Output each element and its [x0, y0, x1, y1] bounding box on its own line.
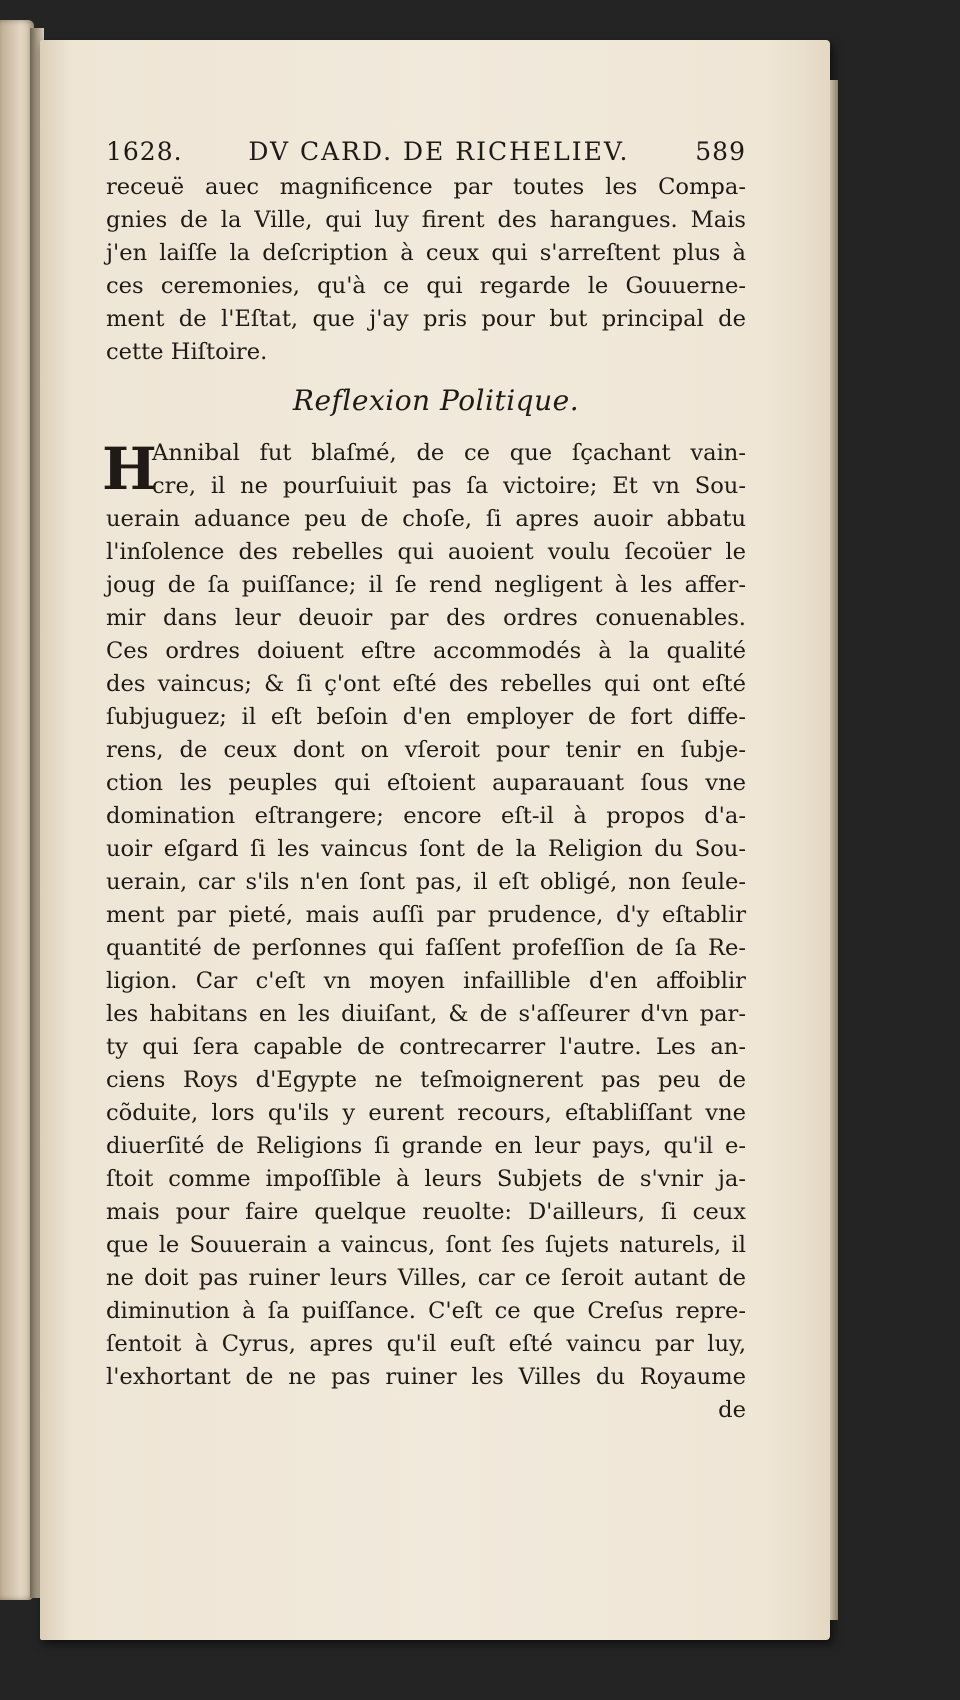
text-line: ſtoit comme impoſſible à leurs Subjets de s'vnir ja- — [106, 1166, 746, 1192]
text-line: des vaincus; & ſi ç'ont eſté des rebelles qui ont eſté — [106, 671, 746, 697]
text-line: ction les peuples qui eſtoient auparauant ſous vne — [106, 770, 746, 796]
text-line: rens, de ceux dont on vſeroit pour tenir en ſubje- — [106, 737, 746, 763]
text-line: diminution à ſa puiſſance. C'eſt ce que Creſus repre- — [106, 1298, 746, 1324]
text-line: uerain, car s'ils n'en ſont pas, il eſt obligé, non ſeule- — [106, 869, 746, 895]
running-head-title: DV CARD. DE RICHELIEV. — [248, 137, 630, 166]
text-line: ment par pieté, mais auſſi par prudence, d'y eſtablir — [106, 902, 746, 928]
text-line: receuë auec magnificence par toutes les Compa- — [106, 174, 746, 200]
page-number: 589 — [695, 137, 746, 166]
text-line: mir dans leur deuoir par des ordres conuenables. — [106, 605, 746, 631]
running-head-year: 1628. — [106, 137, 183, 166]
paragraph-reflexion — [102, 435, 746, 1394]
text-line: Ces ordres doiuent eſtre accommodés à la qualité — [106, 638, 746, 664]
page-content — [102, 137, 746, 1427]
text-line: uerain aduance peu de choſe, ſi apres auoir abbatu — [106, 506, 746, 532]
paragraph-continued — [106, 171, 746, 369]
text-line: ment de l'Eſtat, que j'ay pris pour but principal de — [106, 306, 746, 332]
facing-page-edge — [0, 20, 34, 1600]
drop-cap: H — [102, 435, 157, 503]
text-line: ces ceremonies, qu'à ce qui regarde le Gouuerne- — [106, 273, 746, 299]
text-line: l'inſolence des rebelles qui auoient voulu ſecoüer le — [106, 539, 746, 565]
text-line: uoir eſgard ſi les vaincus ſont de la Religion du Sou- — [106, 836, 746, 862]
text-line: mais pour faire quelque reuolte: D'ailleurs, ſi ceux — [106, 1199, 746, 1225]
text-line: ty qui ſera capable de contrecarrer l'autre. Les an- — [106, 1034, 746, 1060]
text-line: ligion. Car c'eſt vn moyen infaillible d'en affoiblir — [106, 968, 746, 994]
section-heading: Reflexion Politique. — [292, 384, 580, 417]
text-line: ſentoit à Cyrus, apres qu'il euſt eſté vaincu par luy, — [106, 1331, 746, 1357]
text-line: l'exhortant de ne pas ruiner les Villes du Royaume — [106, 1364, 746, 1390]
text-line: domination eſtrangere; encore eſt-il à propos d'a- — [106, 803, 746, 829]
text-line: diuerſité de Religions ſi grande en leur pays, qu'il e- — [106, 1133, 746, 1159]
book-page — [40, 40, 830, 1640]
text-line: ſubjuguez; il eſt beſoin d'en employer de fort diffe- — [106, 704, 746, 730]
text-line: les habitans en les diuiſant, & de s'aſſeurer d'vn par- — [106, 1001, 746, 1027]
text-line: ciens Roys d'Egypte ne teſmoignerent pas peu de — [106, 1067, 746, 1093]
text-line: j'en laiſſe la deſcription à ceux qui s'arreſtent plus à — [106, 240, 746, 266]
text-line: cõduite, lors qu'ils y eurent recours, eſtabliſſant vne — [106, 1100, 746, 1126]
text-line: gnies de la Ville, qui luy firent des harangues. Mais — [106, 207, 746, 233]
text-line: quantité de perſonnes qui faſſent profeſſion de ſa Re- — [106, 935, 746, 961]
running-head — [106, 137, 746, 171]
text-line: Annibal fut blaſmé, de ce que ſçachant vain- — [152, 440, 746, 466]
text-line: cre, il ne pourſuiuit pas ſa victoire; Et vn Sou- — [152, 473, 746, 499]
text-line: ne doit pas ruiner leurs Villes, car ce ſeroit autant de — [106, 1265, 746, 1291]
text-line: joug de ſa puiſſance; il ſe rend negligent à les affer- — [106, 572, 746, 598]
catchword: de — [718, 1397, 746, 1423]
text-line: cette Hiſtoire. — [106, 339, 268, 365]
text-line: que le Souuerain a vaincus, ſont ſes ſujets naturels, il — [106, 1232, 746, 1258]
